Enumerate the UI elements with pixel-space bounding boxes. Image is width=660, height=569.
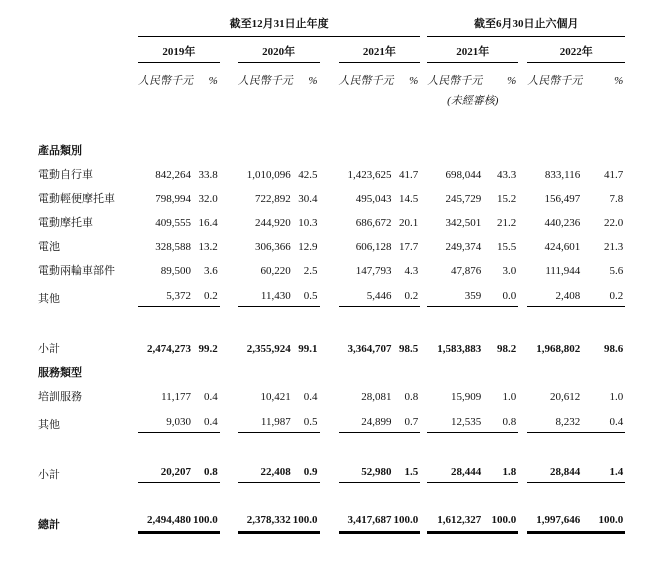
column-gap bbox=[320, 206, 339, 230]
pct-cell: 1.5 bbox=[394, 454, 421, 482]
pct-cell: 1.0 bbox=[609, 391, 624, 404]
column-gap bbox=[220, 454, 238, 482]
year-header-2020: 2020年 bbox=[238, 36, 320, 62]
service-section-title: 服務類型 bbox=[38, 367, 82, 380]
column-gap bbox=[420, 182, 427, 206]
row-label: 小計 bbox=[38, 469, 60, 482]
column-gap bbox=[220, 502, 238, 532]
pct-cell: 100.0 bbox=[193, 502, 220, 532]
amount-cell: 20,612 bbox=[550, 391, 581, 404]
table-row bbox=[38, 380, 625, 404]
empty-cell bbox=[138, 88, 420, 108]
column-gap bbox=[220, 158, 238, 182]
column-gap bbox=[320, 62, 339, 88]
amount-cell: 28,444 bbox=[427, 454, 483, 482]
period-header-interim: 截至6月30日止六個月 bbox=[427, 8, 625, 36]
column-gap bbox=[220, 62, 238, 88]
amount-cell: 2,378,332 bbox=[238, 502, 293, 532]
amount-cell: 28,081 bbox=[361, 391, 392, 404]
column-gap bbox=[518, 502, 527, 532]
year-header-2021: 2021年 bbox=[339, 36, 421, 62]
table-row bbox=[38, 254, 625, 278]
pct-cell: 0.2 bbox=[394, 278, 421, 306]
column-gap bbox=[420, 158, 427, 182]
pct-cell: 98.6 bbox=[604, 343, 624, 356]
empty-cell bbox=[38, 8, 138, 36]
pct-cell: 98.5 bbox=[399, 343, 419, 356]
amount-cell: 11,177 bbox=[161, 391, 191, 404]
row-label: 其他 bbox=[38, 419, 60, 432]
pct-cell: 0.7 bbox=[394, 404, 421, 432]
amount-cell: 11,987 bbox=[238, 404, 293, 432]
pct-cell: 20.1 bbox=[399, 217, 419, 230]
amount-cell: 24,899 bbox=[339, 404, 394, 432]
row-label: 培訓服務 bbox=[38, 391, 82, 404]
column-gap bbox=[420, 404, 427, 432]
pct-cell: 2.5 bbox=[303, 265, 318, 278]
column-gap bbox=[420, 206, 427, 230]
amount-cell: 111,944 bbox=[545, 265, 581, 278]
column-gap bbox=[220, 380, 238, 404]
column-gap bbox=[518, 454, 527, 482]
amount-cell: 5,446 bbox=[339, 278, 394, 306]
amount-cell: 8,232 bbox=[527, 404, 582, 432]
amount-cell: 47,876 bbox=[451, 265, 482, 278]
table-row bbox=[38, 182, 625, 206]
pct-cell: 33.8 bbox=[198, 169, 218, 182]
column-gap bbox=[320, 404, 339, 432]
column-gap bbox=[320, 502, 339, 532]
amount-cell: 1,423,625 bbox=[347, 169, 392, 182]
column-gap bbox=[320, 454, 339, 482]
column-gap bbox=[220, 206, 238, 230]
pct-cell: 41.7 bbox=[604, 169, 624, 182]
revenue-breakdown-table bbox=[38, 8, 625, 548]
amount-cell: 244,920 bbox=[255, 217, 291, 230]
pct-cell: 0.4 bbox=[303, 391, 318, 404]
column-gap bbox=[518, 158, 527, 182]
column-gap bbox=[420, 36, 427, 62]
column-gap bbox=[420, 8, 427, 36]
amount-cell: 1,010,096 bbox=[246, 169, 291, 182]
pct-header: % bbox=[614, 75, 624, 88]
column-gap bbox=[518, 278, 527, 306]
table-row bbox=[38, 404, 625, 432]
pct-cell: 99.1 bbox=[298, 343, 318, 356]
row-label: 電動輕便摩托車 bbox=[38, 193, 115, 206]
column-gap bbox=[220, 36, 238, 62]
column-gap bbox=[220, 332, 238, 356]
column-gap bbox=[518, 254, 527, 278]
amount-cell: 1,968,802 bbox=[536, 343, 581, 356]
pct-cell: 22.0 bbox=[604, 217, 624, 230]
pct-cell: 0.2 bbox=[193, 278, 220, 306]
section-header-row bbox=[38, 356, 625, 380]
amount-cell: 833,116 bbox=[544, 169, 581, 182]
unit-header: 人民幣千元 bbox=[338, 75, 394, 88]
period-header-row bbox=[38, 8, 625, 36]
pct-cell: 12.9 bbox=[298, 241, 318, 254]
empty-cell bbox=[518, 88, 625, 108]
section-header-row bbox=[38, 134, 625, 158]
amount-cell: 3,417,687 bbox=[339, 502, 394, 532]
amount-cell: 686,672 bbox=[355, 217, 392, 230]
column-gap bbox=[320, 182, 339, 206]
amount-cell: 10,421 bbox=[260, 391, 291, 404]
pct-cell: 1.4 bbox=[582, 454, 625, 482]
pct-cell: 0.9 bbox=[293, 454, 320, 482]
column-gap bbox=[420, 62, 427, 88]
amount-cell: 20,207 bbox=[138, 454, 193, 482]
empty-cell bbox=[38, 62, 138, 88]
pct-cell: 21.3 bbox=[604, 241, 624, 254]
pct-cell: 43.3 bbox=[497, 169, 517, 182]
empty-cell bbox=[38, 88, 138, 108]
row-label: 電動摩托車 bbox=[38, 217, 93, 230]
period-header-annual: 截至12月31日止年度 bbox=[138, 8, 420, 36]
row-label: 小計 bbox=[38, 343, 60, 356]
column-gap bbox=[518, 62, 527, 88]
column-gap bbox=[220, 254, 238, 278]
pct-cell: 7.8 bbox=[609, 193, 624, 206]
unit-header: 人民幣千元 bbox=[138, 75, 193, 88]
column-gap bbox=[518, 182, 527, 206]
pct-cell: 100.0 bbox=[483, 502, 518, 532]
amount-cell: 60,220 bbox=[260, 265, 291, 278]
pct-cell: 14.5 bbox=[399, 193, 419, 206]
amount-cell: 842,264 bbox=[155, 169, 191, 182]
pct-cell: 41.7 bbox=[399, 169, 419, 182]
amount-cell: 12,535 bbox=[427, 404, 483, 432]
year-header-2019: 2019年 bbox=[138, 36, 220, 62]
amount-cell: 9,030 bbox=[138, 404, 193, 432]
column-gap bbox=[518, 380, 527, 404]
pct-cell: 0.4 bbox=[582, 404, 625, 432]
spacer-row bbox=[38, 532, 625, 548]
pct-cell: 100.0 bbox=[582, 502, 625, 532]
pct-cell: 98.2 bbox=[497, 343, 517, 356]
column-gap bbox=[320, 230, 339, 254]
subtotal-row bbox=[38, 454, 625, 482]
column-gap bbox=[220, 278, 238, 306]
pct-cell: 100.0 bbox=[293, 502, 320, 532]
subtotal-row bbox=[38, 332, 625, 356]
year-header-row bbox=[38, 36, 625, 62]
column-gap bbox=[420, 278, 427, 306]
column-gap bbox=[420, 380, 427, 404]
amount-cell: 698,044 bbox=[445, 169, 482, 182]
pct-header: % bbox=[507, 75, 517, 88]
row-label: 電池 bbox=[38, 241, 60, 254]
column-gap bbox=[420, 230, 427, 254]
amount-cell: 156,497 bbox=[544, 193, 581, 206]
table-row bbox=[38, 206, 625, 230]
pct-cell: 0.4 bbox=[204, 391, 218, 404]
amount-cell: 306,366 bbox=[255, 241, 291, 254]
amount-cell: 15,909 bbox=[451, 391, 482, 404]
pct-cell: 3.6 bbox=[204, 265, 218, 278]
column-gap bbox=[420, 454, 427, 482]
pct-cell: 17.7 bbox=[399, 241, 419, 254]
pct-cell: 32.0 bbox=[198, 193, 218, 206]
pct-cell: 0.5 bbox=[293, 404, 320, 432]
column-gap bbox=[320, 158, 339, 182]
amount-cell: 2,408 bbox=[527, 278, 582, 306]
year-header-2022-interim: 2022年 bbox=[527, 36, 625, 62]
amount-cell: 147,793 bbox=[355, 265, 392, 278]
amount-cell: 409,555 bbox=[155, 217, 191, 230]
unaudited-note: (未經審核) bbox=[447, 95, 499, 108]
amount-cell: 1,612,327 bbox=[427, 502, 483, 532]
amount-cell: 89,500 bbox=[160, 265, 191, 278]
pct-cell: 30.4 bbox=[298, 193, 318, 206]
amount-cell: 2,494,480 bbox=[138, 502, 193, 532]
column-gap bbox=[518, 404, 527, 432]
amount-cell: 2,355,924 bbox=[246, 343, 291, 356]
amount-cell: 495,043 bbox=[355, 193, 392, 206]
row-label: 電動兩輪車部件 bbox=[38, 265, 115, 278]
amount-cell: 11,430 bbox=[238, 278, 293, 306]
pct-cell: 4.3 bbox=[404, 265, 419, 278]
unit-header: 人民幣千元 bbox=[237, 75, 293, 88]
amount-cell: 28,844 bbox=[527, 454, 582, 482]
empty-cell bbox=[38, 36, 138, 62]
column-gap bbox=[220, 182, 238, 206]
pct-cell: 99.2 bbox=[198, 343, 218, 356]
product-section-title: 產品類別 bbox=[38, 145, 82, 158]
pct-cell: 3.0 bbox=[502, 265, 517, 278]
pct-cell: 0.8 bbox=[193, 454, 220, 482]
column-gap bbox=[518, 206, 527, 230]
column-gap bbox=[320, 380, 339, 404]
column-gap bbox=[420, 332, 427, 356]
spacer-row bbox=[38, 482, 625, 502]
pct-cell: 0.0 bbox=[483, 278, 518, 306]
column-gap bbox=[320, 332, 339, 356]
pct-cell: 0.5 bbox=[293, 278, 320, 306]
amount-cell: 5,372 bbox=[138, 278, 193, 306]
table-row bbox=[38, 158, 625, 182]
amount-cell: 722,892 bbox=[255, 193, 291, 206]
amount-cell: 606,128 bbox=[355, 241, 392, 254]
amount-cell: 1,583,883 bbox=[437, 343, 482, 356]
row-label: 電動自行車 bbox=[38, 169, 93, 182]
pct-cell: 16.4 bbox=[198, 217, 218, 230]
unit-header-row bbox=[38, 62, 625, 88]
spacer-row bbox=[38, 306, 625, 332]
pct-cell: 0.4 bbox=[193, 404, 220, 432]
column-gap bbox=[320, 254, 339, 278]
pct-header: % bbox=[308, 75, 318, 88]
unit-header: 人民幣千元 bbox=[427, 75, 483, 88]
amount-cell: 3,364,707 bbox=[347, 343, 392, 356]
pct-cell: 0.8 bbox=[483, 404, 518, 432]
pct-cell: 1.8 bbox=[483, 454, 518, 482]
amount-cell: 342,501 bbox=[445, 217, 482, 230]
pct-header: % bbox=[409, 75, 419, 88]
row-label: 其他 bbox=[38, 293, 60, 306]
column-gap bbox=[220, 404, 238, 432]
pct-cell: 5.6 bbox=[609, 265, 624, 278]
amount-cell: 440,236 bbox=[544, 217, 581, 230]
column-gap bbox=[320, 278, 339, 306]
column-gap bbox=[420, 88, 427, 108]
amount-cell: 22,408 bbox=[238, 454, 293, 482]
amount-cell: 328,588 bbox=[155, 241, 191, 254]
amount-cell: 798,994 bbox=[155, 193, 191, 206]
pct-cell: 0.8 bbox=[404, 391, 419, 404]
pct-header: % bbox=[208, 75, 218, 88]
unit-header: 人民幣千元 bbox=[527, 75, 583, 88]
table-row bbox=[38, 278, 625, 306]
spacer-row bbox=[38, 432, 625, 454]
amount-cell: 249,374 bbox=[445, 241, 482, 254]
total-row bbox=[38, 502, 625, 532]
pct-cell: 13.2 bbox=[198, 241, 218, 254]
year-header-2021-interim: 2021年 bbox=[427, 36, 518, 62]
amount-cell: 1,997,646 bbox=[527, 502, 582, 532]
pct-cell: 21.2 bbox=[497, 217, 517, 230]
column-gap bbox=[420, 254, 427, 278]
column-gap bbox=[420, 502, 427, 532]
column-gap bbox=[518, 332, 527, 356]
column-gap bbox=[518, 230, 527, 254]
row-label: 總計 bbox=[38, 519, 60, 532]
pct-cell: 100.0 bbox=[394, 502, 421, 532]
amount-cell: 245,729 bbox=[445, 193, 482, 206]
pct-cell: 10.3 bbox=[298, 217, 318, 230]
pct-cell: 0.2 bbox=[582, 278, 625, 306]
amount-cell: 359 bbox=[427, 278, 483, 306]
pct-cell: 42.5 bbox=[298, 169, 318, 182]
table-row bbox=[38, 230, 625, 254]
pct-cell: 15.5 bbox=[497, 241, 517, 254]
amount-cell: 424,601 bbox=[544, 241, 581, 254]
pct-cell: 15.2 bbox=[497, 193, 517, 206]
spacer-row bbox=[38, 108, 625, 134]
unaudited-row bbox=[38, 88, 625, 108]
pct-cell: 1.0 bbox=[502, 391, 517, 404]
column-gap bbox=[320, 36, 339, 62]
amount-cell: 2,474,273 bbox=[147, 343, 191, 356]
column-gap bbox=[220, 230, 238, 254]
column-gap bbox=[518, 36, 527, 62]
amount-cell: 52,980 bbox=[339, 454, 394, 482]
